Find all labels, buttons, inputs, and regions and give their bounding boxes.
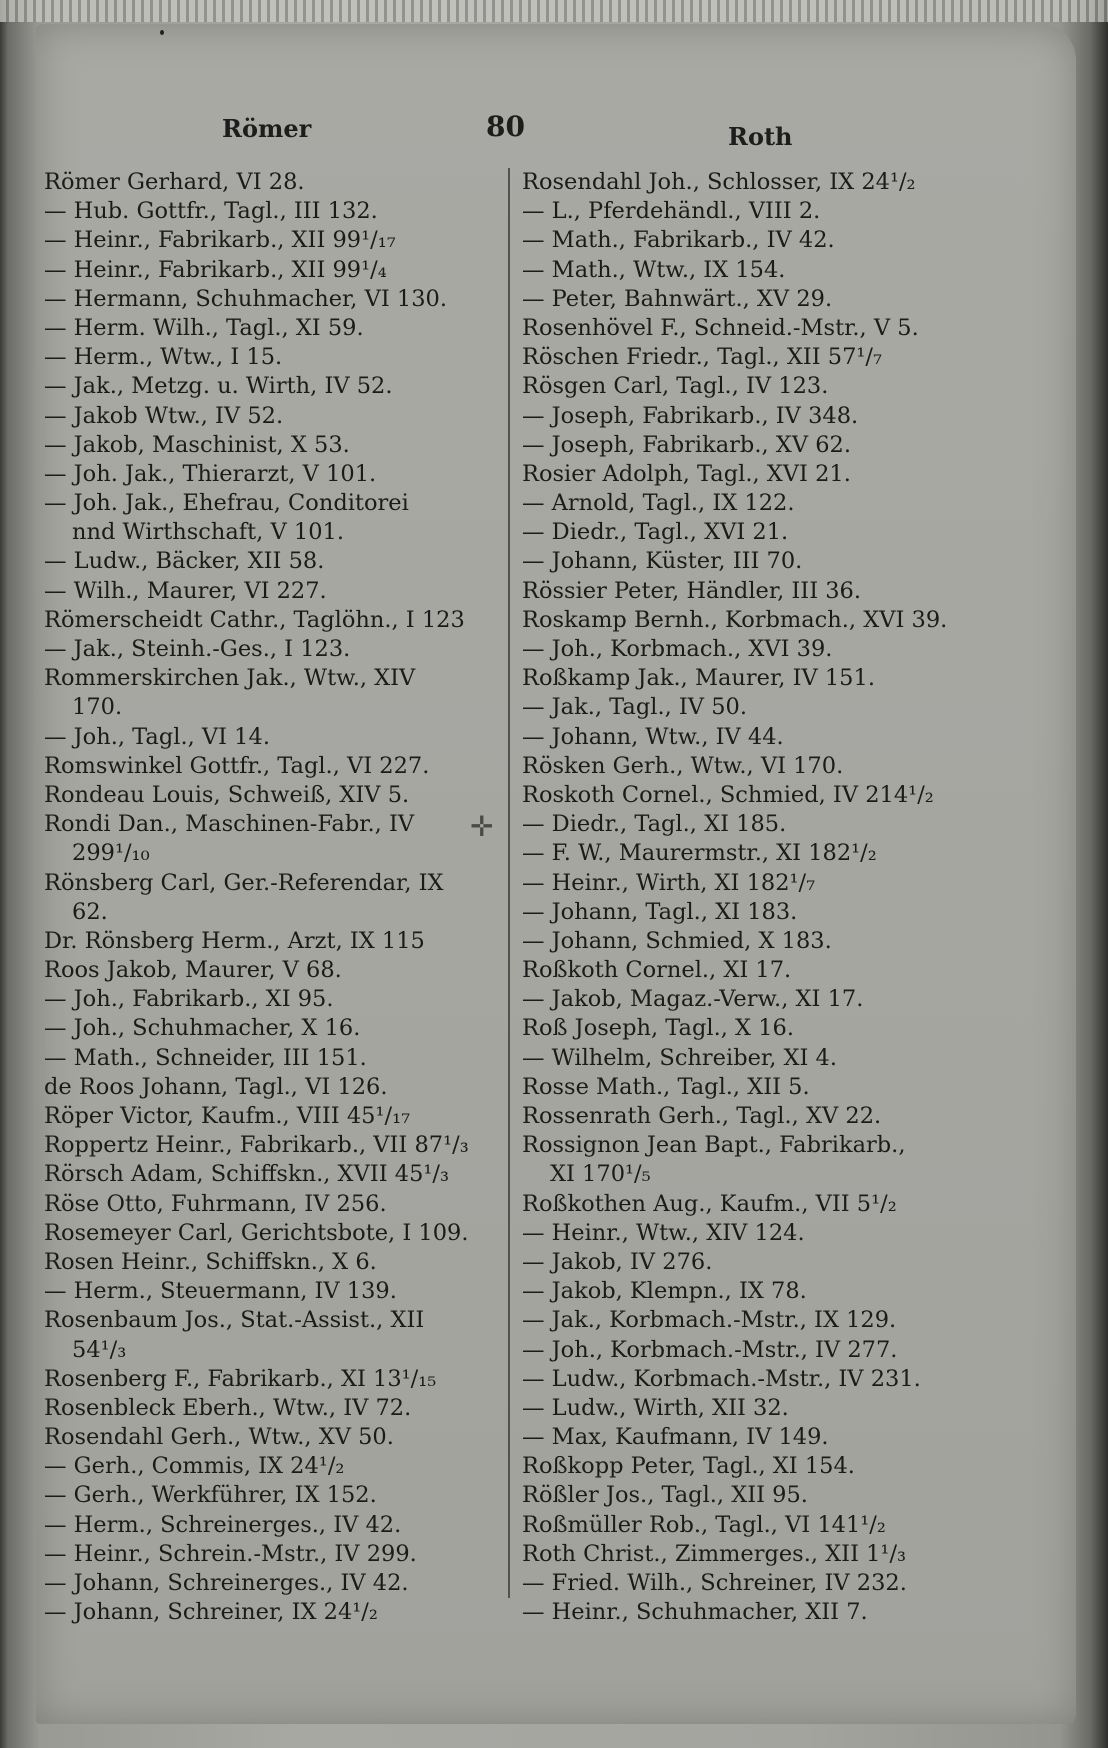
directory-entry: Roß Joseph, Tagl., X 16. (522, 1015, 794, 1042)
directory-entry: Rondeau Louis, Schweiß, XIV 5. (44, 781, 410, 808)
directory-entry: Rosenhövel F., Schneid.-Mstr., V 5. (522, 314, 919, 341)
directory-entry: Roßkoth Cornel., XI 17. (522, 957, 792, 984)
directory-entry: Röse Otto, Fuhrmann, IV 256. (44, 1190, 387, 1217)
directory-entry: 299¹/₁₀ (72, 840, 150, 867)
directory-entry: Rösgen Carl, Tagl., IV 123. (522, 373, 829, 400)
directory-entry: Rosier Adolph, Tagl., XVI 21. (522, 460, 851, 487)
directory-entry: — Jakob Wtw., IV 52. (44, 402, 284, 429)
directory-entry: — Johann, Wtw., IV 44. (522, 723, 784, 750)
directory-entry: — Ludw., Bäcker, XII 58. (44, 548, 325, 575)
directory-entry: Rössier Peter, Händler, III 36. (522, 577, 862, 604)
directory-entry: Rosenbleck Eberh., Wtw., IV 72. (44, 1394, 412, 1421)
header-right-word: Roth (728, 122, 793, 151)
directory-entry: — Jak., Metzg. u. Wirth, IV 52. (44, 373, 393, 400)
directory-entry: Roßkamp Jak., Maurer, IV 151. (522, 665, 875, 692)
directory-entry: — Jakob, IV 276. (522, 1248, 713, 1275)
directory-entry: — Heinr., Wirth, XI 182¹/₇ (522, 869, 816, 896)
directory-entry: — Gerh., Commis, IX 24¹/₂ (44, 1453, 345, 1480)
pencil-mark-icon: ✛ (470, 810, 494, 843)
ink-speck (160, 30, 164, 35)
directory-entry: — Ludw., Wirth, XII 32. (522, 1394, 789, 1421)
directory-entry: — Hub. Gottfr., Tagl., III 132. (44, 198, 378, 225)
directory-entry: — Jak., Tagl., IV 50. (522, 694, 747, 721)
directory-entry: — Joseph, Fabrikarb., XV 62. (522, 431, 851, 458)
directory-entry: — Johann, Schmied, X 183. (522, 927, 832, 954)
directory-entry: Roos Jakob, Maurer, V 68. (44, 957, 342, 984)
directory-entry: — Math., Schneider, III 151. (44, 1044, 367, 1071)
directory-entry: — Jak., Korbmach.-Mstr., IX 129. (522, 1307, 897, 1334)
header-left-word: Römer (222, 114, 312, 143)
directory-entry: — Jakob, Maschinist, X 53. (44, 431, 350, 458)
directory-entry: 62. (72, 898, 108, 925)
directory-entry: Rondi Dan., Maschinen-Fabr., IV (44, 811, 415, 838)
directory-entry: Rosse Math., Tagl., XII 5. (522, 1073, 810, 1100)
directory-entry: — Jakob, Magaz.-Verw., XI 17. (522, 986, 864, 1013)
directory-entry: — Joh. Jak., Ehefrau, Conditorei (44, 490, 409, 517)
directory-entry: — Joh., Tagl., VI 14. (44, 723, 270, 750)
directory-entry: — Arnold, Tagl., IX 122. (522, 490, 795, 517)
left-column (44, 168, 484, 1627)
directory-entry: — Math., Wtw., IX 154. (522, 256, 786, 283)
directory-entry: Roth Christ., Zimmerges., XII 1¹/₃ (522, 1540, 907, 1567)
directory-entry: — Diedr., Tagl., XI 185. (522, 811, 787, 838)
directory-entry: Roppertz Heinr., Fabrikarb., VII 87¹/₃ (44, 1132, 469, 1159)
directory-entry: Dr. Rönsberg Herm., Arzt, IX 115 (44, 927, 425, 954)
directory-entry: — Jakob, Klempn., IX 78. (522, 1278, 807, 1305)
directory-entry: Roßkothen Aug., Kaufm., VII 5¹/₂ (522, 1190, 897, 1217)
directory-entry: Rosendahl Joh., Schlosser, IX 24¹/₂ (522, 169, 916, 195)
directory-entry: Rosendahl Gerh., Wtw., XV 50. (44, 1424, 394, 1451)
directory-entry: — Joh. Jak., Thierarzt, V 101. (44, 460, 377, 487)
directory-entry: — Johann, Tagl., XI 183. (522, 898, 798, 925)
directory-entry: — F. W., Maurermstr., XI 182¹/₂ (522, 840, 877, 867)
directory-entry: Römer Gerhard, VI 28. (44, 169, 305, 195)
directory-entry: 170. (72, 694, 123, 721)
column-divider (508, 168, 510, 1598)
directory-entry: de Roos Johann, Tagl., VI 126. (44, 1073, 388, 1100)
directory-entry: — Herm., Steuermann, IV 139. (44, 1278, 397, 1305)
directory-entry: — Herm. Wilh., Tagl., XI 59. (44, 314, 364, 341)
directory-entry: — Peter, Bahnwärt., XV 29. (522, 285, 833, 312)
directory-entry: — Johann, Küster, III 70. (522, 548, 803, 575)
right-column (522, 168, 968, 1627)
directory-entry: — Heinr., Wtw., XIV 124. (522, 1219, 805, 1246)
directory-entry: — Heinr., Schrein.-Mstr., IV 299. (44, 1540, 417, 1567)
directory-entry: Rörsch Adam, Schiffskn., XVII 45¹/₃ (44, 1161, 449, 1188)
directory-entry: — Ludw., Korbmach.-Mstr., IV 231. (522, 1365, 921, 1392)
adjacent-page-edge (0, 0, 1108, 22)
directory-entry: — Joh., Schuhmacher, X 16. (44, 1015, 361, 1042)
directory-entry: — Wilh., Maurer, VI 227. (44, 577, 327, 604)
directory-entry: nnd Wirthschaft, V 101. (72, 519, 344, 546)
directory-entry: — Heinr., Fabrikarb., XII 99¹/₄ (44, 256, 387, 283)
directory-entry: — Heinr., Fabrikarb., XII 99¹/₁₇ (44, 227, 396, 254)
directory-entry: Roskoth Cornel., Schmied, IV 214¹/₂ (522, 781, 934, 808)
directory-entry: Römerscheidt Cathr., Taglöhn., I 123 (44, 606, 465, 633)
directory-entry: — Math., Fabrikarb., IV 42. (522, 227, 835, 254)
directory-entry: XI 170¹/₅ (550, 1161, 651, 1188)
directory-entry: Roßkopp Peter, Tagl., XI 154. (522, 1453, 855, 1480)
directory-entry: Roßmüller Rob., Tagl., VI 141¹/₂ (522, 1511, 886, 1538)
page-header (0, 104, 1108, 151)
directory-entry: Rosen Heinr., Schiffskn., X 6. (44, 1248, 377, 1275)
directory-entry: — Heinr., Schuhmacher, XII 7. (522, 1599, 868, 1626)
directory-entry: — Diedr., Tagl., XVI 21. (522, 519, 789, 546)
directory-entry: — Johann, Schreinerges., IV 42. (44, 1570, 409, 1596)
directory-entry: Rossenrath Gerh., Tagl., XV 22. (522, 1103, 882, 1129)
directory-entry: — Joh., Korbmach., XVI 39. (522, 636, 833, 662)
directory-entry: Rönsberg Carl, Ger.-Referendar, IX (44, 869, 444, 896)
directory-entry: — Joh., Fabrikarb., XI 95. (44, 986, 334, 1013)
directory-entry: Rosemeyer Carl, Gerichtsbote, I 109. (44, 1219, 469, 1246)
directory-entry: Rosenbaum Jos., Stat.-Assist., XII (44, 1307, 425, 1334)
directory-entry: Romswinkel Gottfr., Tagl., VI 227. (44, 752, 430, 779)
directory-entry: Rossignon Jean Bapt., Fabrikarb., (522, 1132, 906, 1159)
directory-entry: Roskamp Bernh., Korbmach., XVI 39. (522, 606, 948, 633)
directory-entry: Rosenberg F., Fabrikarb., XI 13¹/₁₅ (44, 1365, 437, 1392)
directory-entry: — Herm., Schreinerges., IV 42. (44, 1511, 402, 1538)
directory-entry: — Max, Kaufmann, IV 149. (522, 1424, 829, 1451)
directory-entry: Rösken Gerh., Wtw., VI 170. (522, 752, 844, 779)
directory-entry: Röper Victor, Kaufm., VIII 45¹/₁₇ (44, 1103, 411, 1129)
directory-entry: — L., Pferdehändl., VIII 2. (522, 198, 821, 225)
directory-entry: Rößler Jos., Tagl., XII 95. (522, 1482, 808, 1509)
directory-entry: — Joh., Korbmach.-Mstr., IV 277. (522, 1336, 898, 1363)
directory-entry: Rommerskirchen Jak., Wtw., XIV (44, 665, 416, 692)
directory-entry: — Hermann, Schuhmacher, VI 130. (44, 285, 448, 312)
directory-entry: — Johann, Schreiner, IX 24¹/₂ (44, 1599, 378, 1626)
directory-entry: Röschen Friedr., Tagl., XII 57¹/₇ (522, 344, 883, 371)
page-number: 80 (486, 110, 525, 143)
directory-entry: — Fried. Wilh., Schreiner, IV 232. (522, 1570, 907, 1596)
directory-entry: — Wilhelm, Schreiber, XI 4. (522, 1044, 838, 1071)
directory-entry: — Herm., Wtw., I 15. (44, 344, 283, 371)
directory-entry: 54¹/₃ (72, 1336, 127, 1363)
directory-entry: — Jak., Steinh.-Ges., I 123. (44, 636, 351, 662)
directory-entry: — Gerh., Werkführer, IX 152. (44, 1482, 377, 1509)
directory-entry: — Joseph, Fabrikarb., IV 348. (522, 402, 859, 429)
